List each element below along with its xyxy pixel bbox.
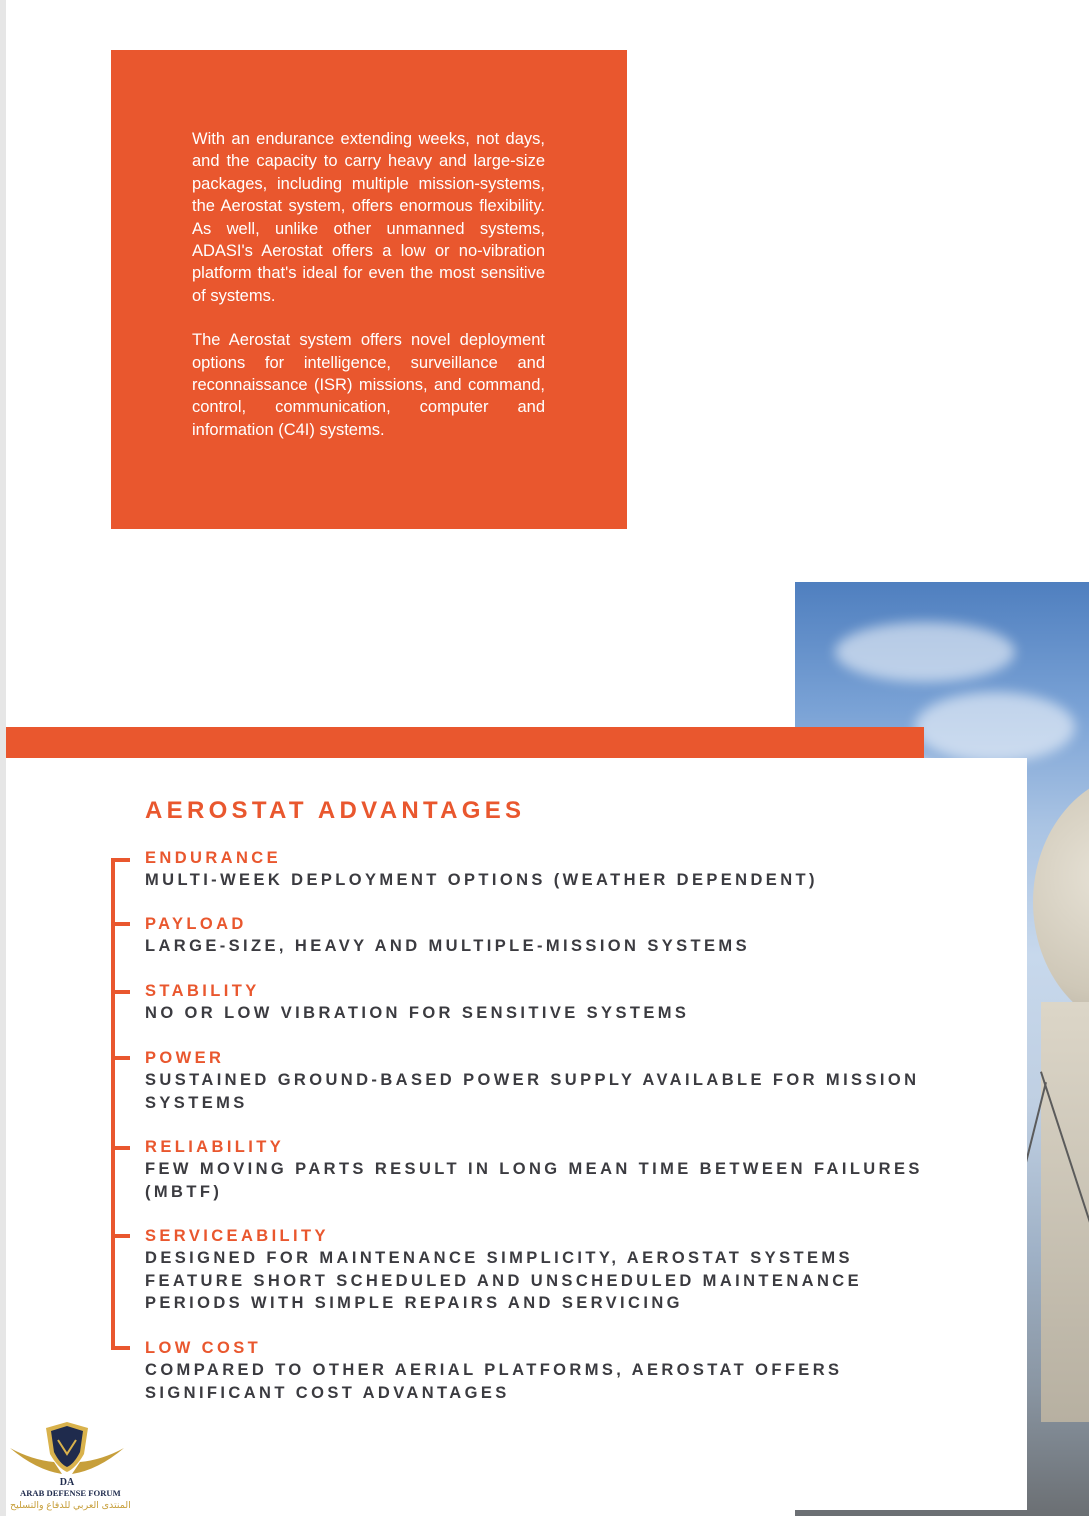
advantage-item-reliability [145, 1136, 985, 1203]
advantage-description [145, 1002, 985, 1024]
advantages-bracket [111, 858, 115, 1350]
advantage-line: MULTI-WEEK DEPLOYMENT OPTIONS (WEATHER DEPENDENT) [145, 871, 818, 890]
advantage-line: SIGNIFICANT COST ADVANTAGES [145, 1383, 510, 1402]
section-accent-bar [6, 727, 924, 758]
advantage-line: COMPARED TO OTHER AERIAL PLATFORMS, AEROSTAT OFFERS [145, 1361, 843, 1380]
advantage-description [145, 1069, 985, 1114]
bracket-tick [111, 858, 130, 862]
advantage-line: (MBTF) [145, 1182, 223, 1201]
advantage-line: DESIGNED FOR MAINTENANCE SIMPLICITY, AEROSTAT SYSTEMS [145, 1249, 853, 1268]
advantage-line: SYSTEMS [145, 1093, 248, 1112]
arab-defense-forum-watermark [6, 1418, 131, 1514]
bracket-tick [111, 1346, 130, 1350]
advantage-item-endurance [145, 847, 985, 892]
advantage-description [145, 1359, 985, 1404]
logo-letters: DA [59, 1477, 75, 1488]
bracket-tick [111, 990, 130, 994]
bracket-tick [111, 922, 130, 926]
advantage-line: LARGE-SIZE, HEAVY AND MULTIPLE-MISSION SYSTEMS [145, 937, 750, 956]
advantage-line: FEATURE SHORT SCHEDULED AND UNSCHEDULED MAINTENANCE [145, 1271, 862, 1290]
advantage-heading: STABILITY [145, 982, 260, 1000]
intro-text [192, 128, 545, 463]
bracket-tick [111, 1056, 130, 1060]
advantage-line: PERIODS WITH SIMPLE REPAIRS AND SERVICING [145, 1294, 683, 1313]
advantage-heading: ENDURANCE [145, 849, 282, 867]
shield-wings-icon [6, 1418, 128, 1490]
advantage-description [145, 869, 985, 891]
advantage-heading: LOW COST [145, 1339, 262, 1357]
advantage-item-stability [145, 980, 985, 1025]
advantage-description [145, 935, 985, 957]
bracket-tick [111, 1234, 130, 1238]
advantage-heading: POWER [145, 1049, 225, 1067]
advantage-heading: PAYLOAD [145, 915, 247, 933]
advantage-line: NO OR LOW VIBRATION FOR SENSITIVE SYSTEMS [145, 1004, 690, 1023]
advantage-description [145, 1247, 985, 1314]
advantage-item-low-cost [145, 1337, 985, 1404]
advantage-item-payload [145, 913, 985, 958]
intro-paragraph-1: With an endurance extending weeks, not days, and the capacity to carry heavy and large-size packages, including multiple mission-systems, the Aerostat system, offers enormous flexibility. As well, unlike other unmanned systems, ADASI's Aerostat offers a low or no-vibration platform that's ideal for even the most sensitive of systems. [192, 130, 545, 305]
advantage-heading: RELIABILITY [145, 1138, 285, 1156]
advantage-description [145, 1158, 985, 1203]
aerostat-fin [1041, 1002, 1089, 1422]
intro-paragraph-2: The Aerostat system offers novel deployment options for intelligence, surveillance and reconnaissance (ISR) missions, and command, control, communication, computer and information (C4I) systems. [192, 331, 545, 439]
advantage-item-power [145, 1047, 985, 1114]
advantage-line: FEW MOVING PARTS RESULT IN LONG MEAN TIME BETWEEN FAILURES [145, 1160, 923, 1179]
bracket-tick [111, 1146, 130, 1150]
watermark-arabic: المنتدى العربي للدفاع والتسليح [10, 1500, 131, 1511]
watermark-name: ARAB DEFENSE FORUM [20, 1488, 121, 1498]
advantage-line: SUSTAINED GROUND-BASED POWER SUPPLY AVAILABLE FOR MISSION [145, 1071, 920, 1090]
advantage-item-serviceability [145, 1225, 985, 1315]
advantages-title: AEROSTAT ADVANTAGES [145, 797, 526, 824]
advantage-heading: SERVICEABILITY [145, 1227, 329, 1245]
intro-box [111, 50, 627, 529]
aerostat-hull [1033, 772, 1089, 1032]
